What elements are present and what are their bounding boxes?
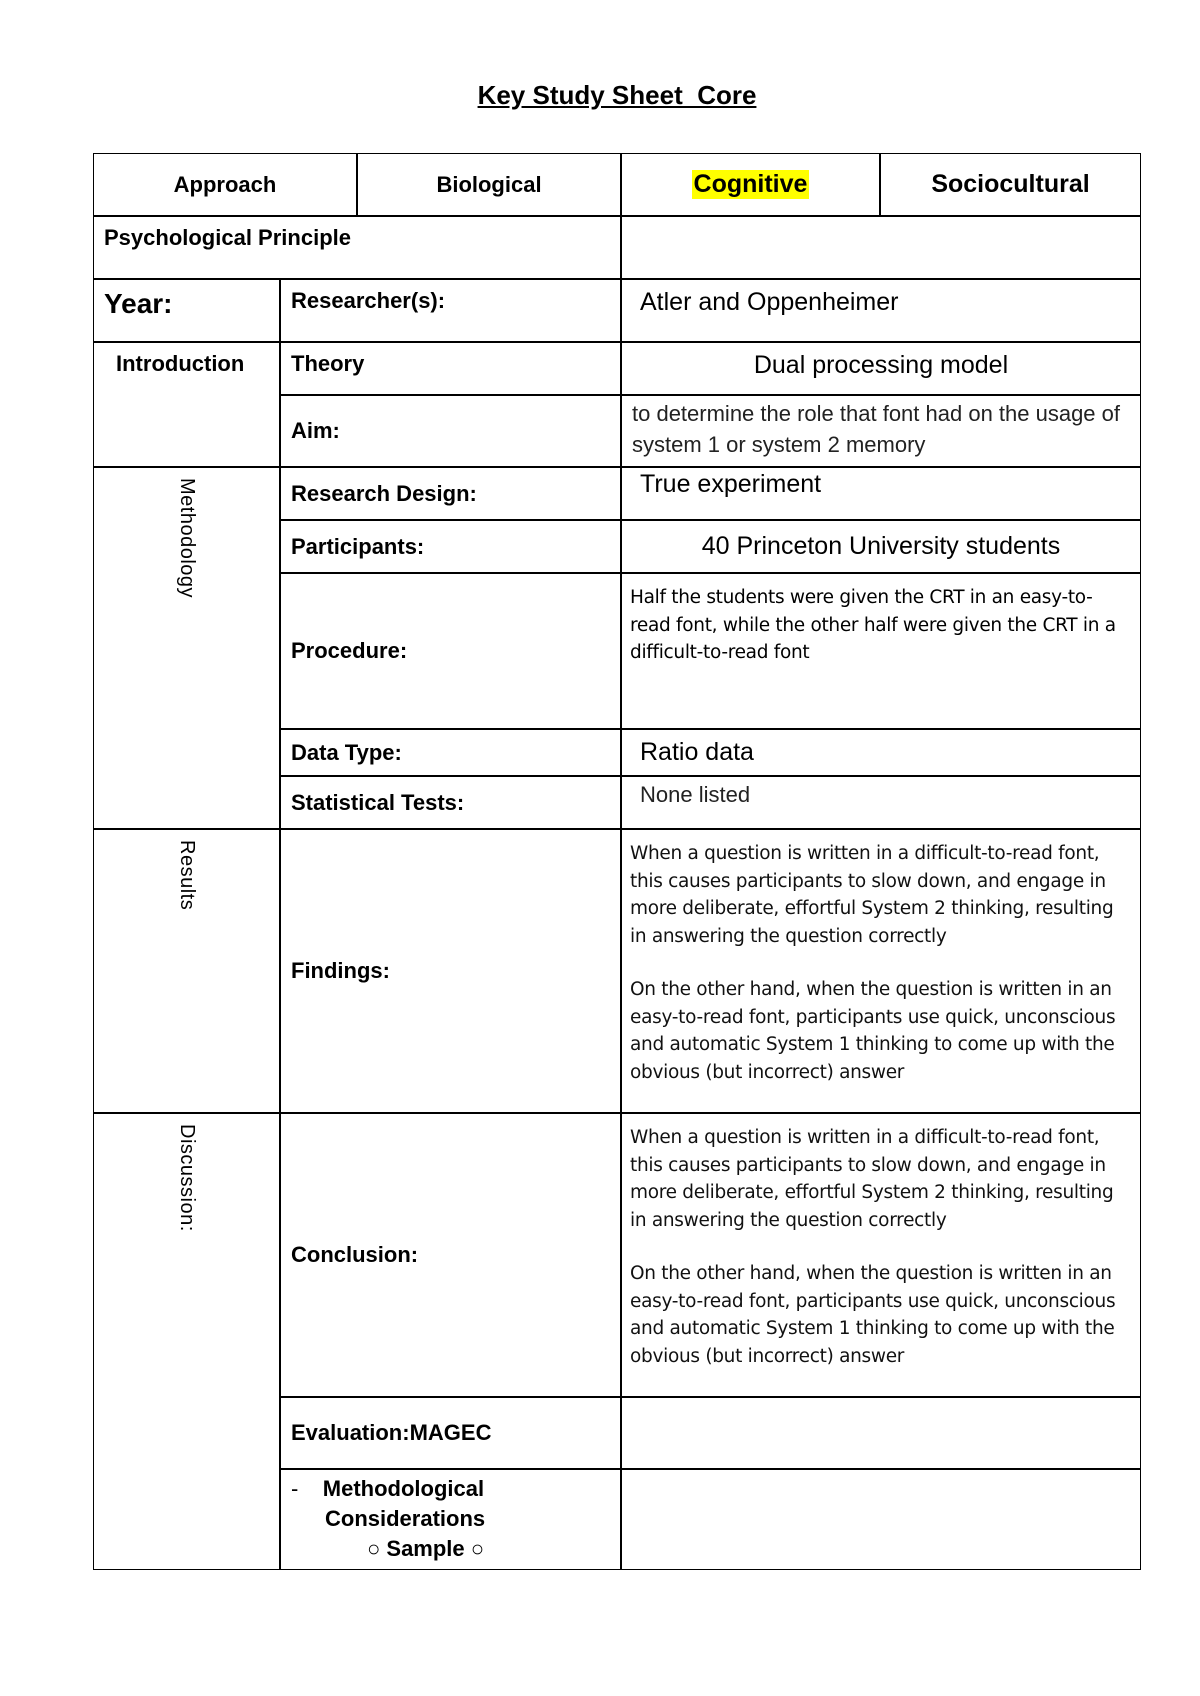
conclusion-value[interactable] [621, 1113, 1141, 1397]
methodological-considerations [280, 1469, 621, 1570]
theory-value[interactable]: Dual processing model [621, 342, 1141, 395]
discussion-label: Discussion: [176, 1124, 198, 1232]
discussion-section [93, 1113, 280, 1570]
sample-text: ○ Sample ○ [367, 1536, 485, 1561]
research-design-label: Research Design: [280, 467, 621, 520]
conclusion-label: Conclusion: [280, 1113, 621, 1397]
theory-label: Theory [280, 342, 621, 395]
methodological-value[interactable] [621, 1469, 1141, 1570]
procedure-label: Procedure: [280, 573, 621, 729]
aim-value[interactable]: to determine the role that font had on the usage of system 1 or system 2 memory [621, 395, 1141, 467]
approach-option-sociocultural[interactable]: Sociocultural [880, 153, 1141, 216]
psychological-principle-label: Psychological Principle [93, 216, 621, 279]
evaluation-label: Evaluation:MAGEC [280, 1397, 621, 1469]
participants-value[interactable]: 40 Princeton University students [621, 520, 1141, 573]
data-type-label: Data Type: [280, 729, 621, 776]
psychological-principle-value[interactable] [621, 216, 1141, 279]
approach-option-cognitive[interactable] [621, 153, 880, 216]
approach-option-biological[interactable]: Biological [357, 153, 621, 216]
findings-paragraph: On the other hand, when the question is written in an easy-to-read font, participants use quick, unconscious and automatic System 1 thinking to come up with the obvious (but incorrect) answer [630, 979, 1116, 1083]
findings-value[interactable] [621, 829, 1141, 1113]
aim-label: Aim: [280, 395, 621, 467]
researchers-label: Researcher(s): [280, 279, 621, 342]
methodological-line [291, 1474, 620, 1504]
list-dash: - [291, 1476, 299, 1501]
data-type-value[interactable]: Ratio data [621, 729, 1141, 776]
methodology-section [93, 467, 280, 829]
procedure-value[interactable]: Half the students were given the CRT in an easy-to-read font, while the other half were given the CRT in a difficult-to-read font [621, 573, 1141, 729]
conclusion-paragraph: On the other hand, when the question is written in an easy-to-read font, participants use quick, unconscious and automatic System 1 thinking to come up with the obvious (but incorrect) answer [630, 1263, 1116, 1367]
research-design-value[interactable]: True experiment [621, 467, 1141, 520]
approach-option-cognitive-text: Cognitive [693, 170, 808, 198]
methodology-label: Methodology [176, 478, 198, 599]
page-title: Key Study Sheet_Core [477, 80, 757, 110]
findings-paragraph: When a question is written in a difficult-to-read font, this causes participants to slow down, and engage in more deliberate, effortful System 2 thinking, resulting in answering the question correctly [630, 843, 1114, 947]
researchers-value[interactable]: Atler and Oppenheimer [621, 279, 1141, 342]
statistical-tests-value[interactable]: None listed [621, 776, 1141, 829]
evaluation-value[interactable] [621, 1397, 1141, 1469]
key-study-table [93, 153, 1141, 1570]
conclusion-paragraph: When a question is written in a difficult-to-read font, this causes participants to slow down, and engage in more deliberate, effortful System 2 thinking, resulting in answering the question correctly [630, 1127, 1114, 1231]
findings-label: Findings: [280, 829, 621, 1113]
statistical-tests-label: Statistical Tests: [280, 776, 621, 829]
year-label: Year: [93, 279, 280, 342]
participants-label: Participants: [280, 520, 621, 573]
approach-label: Approach [93, 153, 357, 216]
introduction-label: Introduction [93, 342, 280, 467]
results-section [93, 829, 280, 1113]
results-label: Results [176, 840, 198, 911]
considerations-text: Considerations [325, 1506, 486, 1531]
methodological-text: Methodological [322, 1476, 485, 1501]
